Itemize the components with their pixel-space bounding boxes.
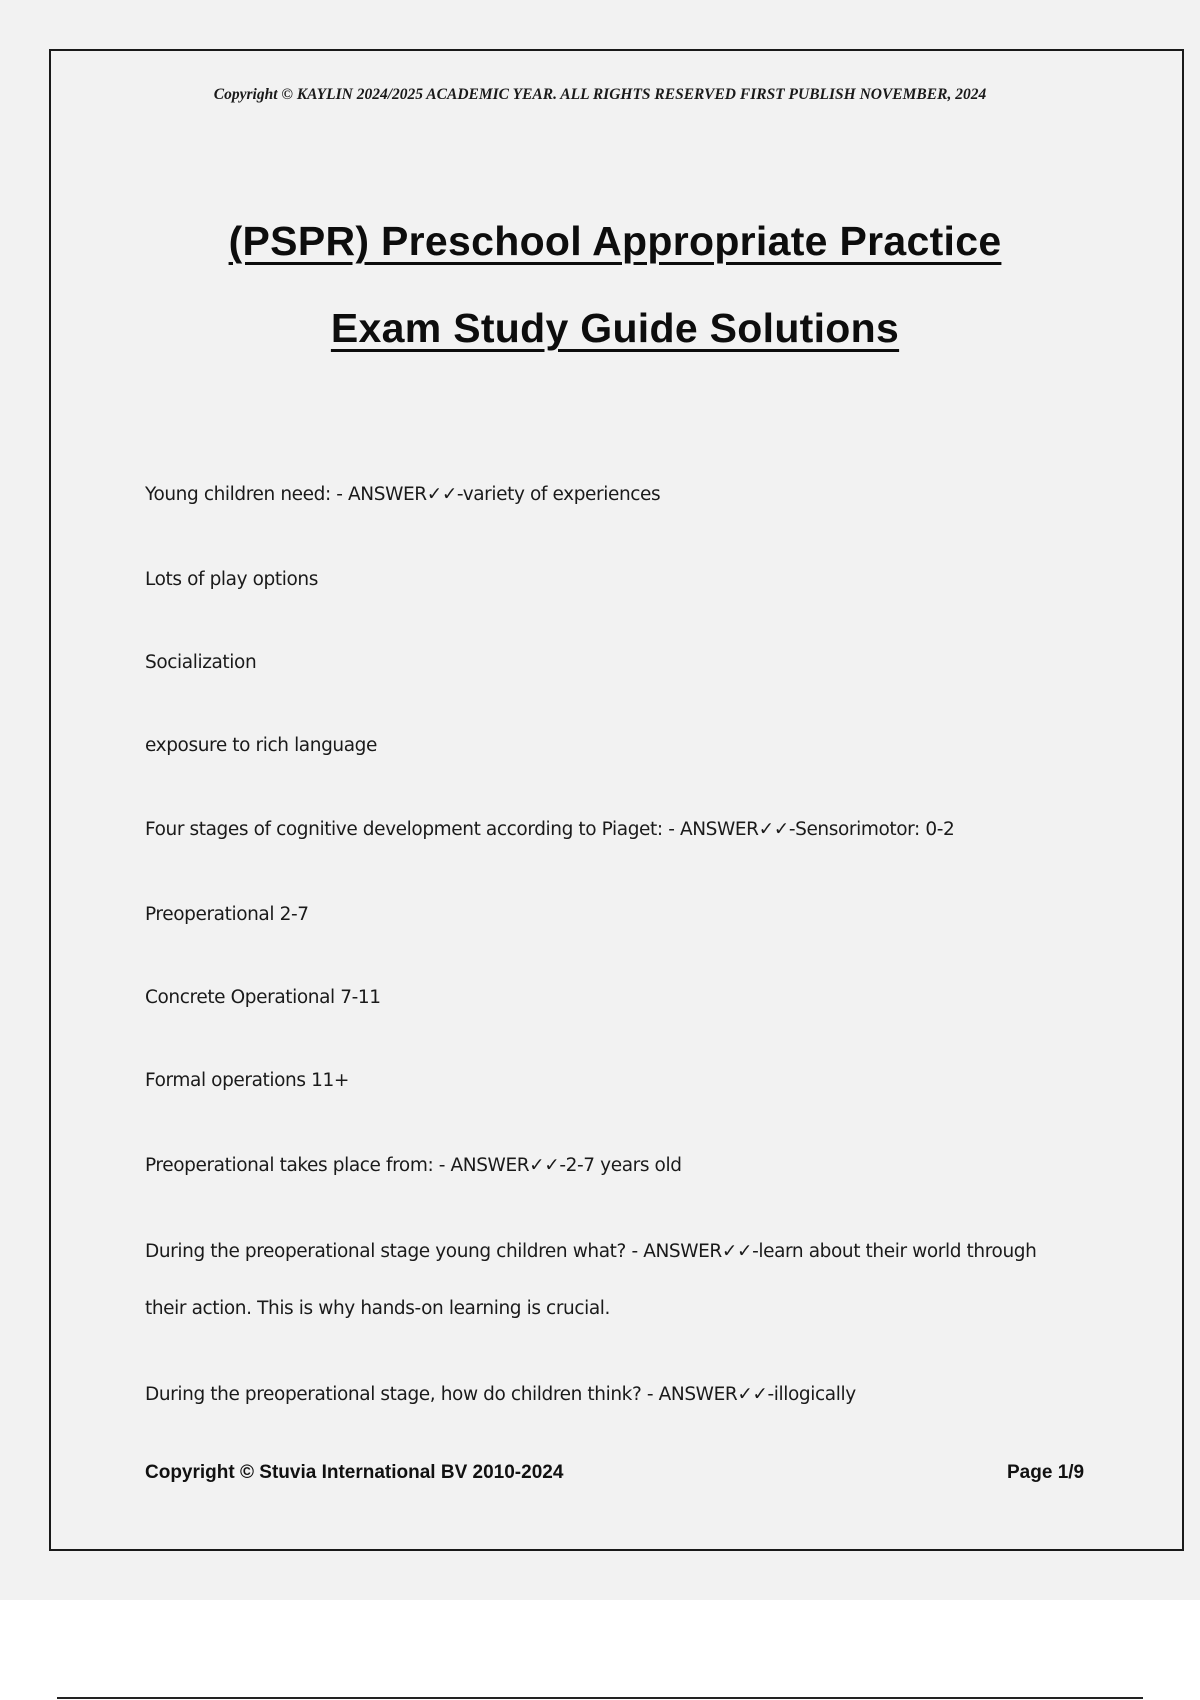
answer-line: During the preoperational stage, how do children think? - ANSWER✓✓-illogically (145, 1384, 856, 1405)
footer-copyright: Copyright © Stuvia International BV 2010-2024 (145, 1462, 564, 1483)
answer-line: their action. This is why hands-on learning is crucial. (145, 1298, 611, 1319)
header-copyright: Copyright © KAYLIN 2024/2025 ACADEMIC YEAR. ALL RIGHTS RESERVED FIRST PUBLISH NOVEMBER, 2024 (213, 86, 987, 103)
answer-line: Four stages of cognitive development according to Piaget: - ANSWER✓✓-Sensorimotor: 0-2 (145, 819, 955, 840)
document-title-line-2: Exam Study Guide Solutions (330, 305, 900, 351)
next-page-divider (57, 1697, 1143, 1699)
page-border (49, 49, 1184, 1551)
answer-line: Socialization (145, 652, 257, 673)
answer-line: exposure to rich language (145, 735, 377, 756)
answer-line: Lots of play options (145, 569, 318, 590)
page-number: Page 1/9 (1007, 1462, 1085, 1483)
answer-line: Preoperational 2-7 (145, 904, 309, 925)
answer-line: Young children need: - ANSWER✓✓-variety of experiences (145, 484, 661, 505)
document-title-line-1: (PSPR) Preschool Appropriate Practice (228, 218, 1002, 264)
answer-line: Formal operations 11+ (145, 1070, 349, 1091)
answer-line: Preoperational takes place from: - ANSWER✓✓-2-7 years old (145, 1155, 682, 1176)
answer-line: During the preoperational stage young children what? - ANSWER✓✓-learn about their world through (145, 1241, 1037, 1262)
answer-line: Concrete Operational 7-11 (145, 987, 381, 1008)
